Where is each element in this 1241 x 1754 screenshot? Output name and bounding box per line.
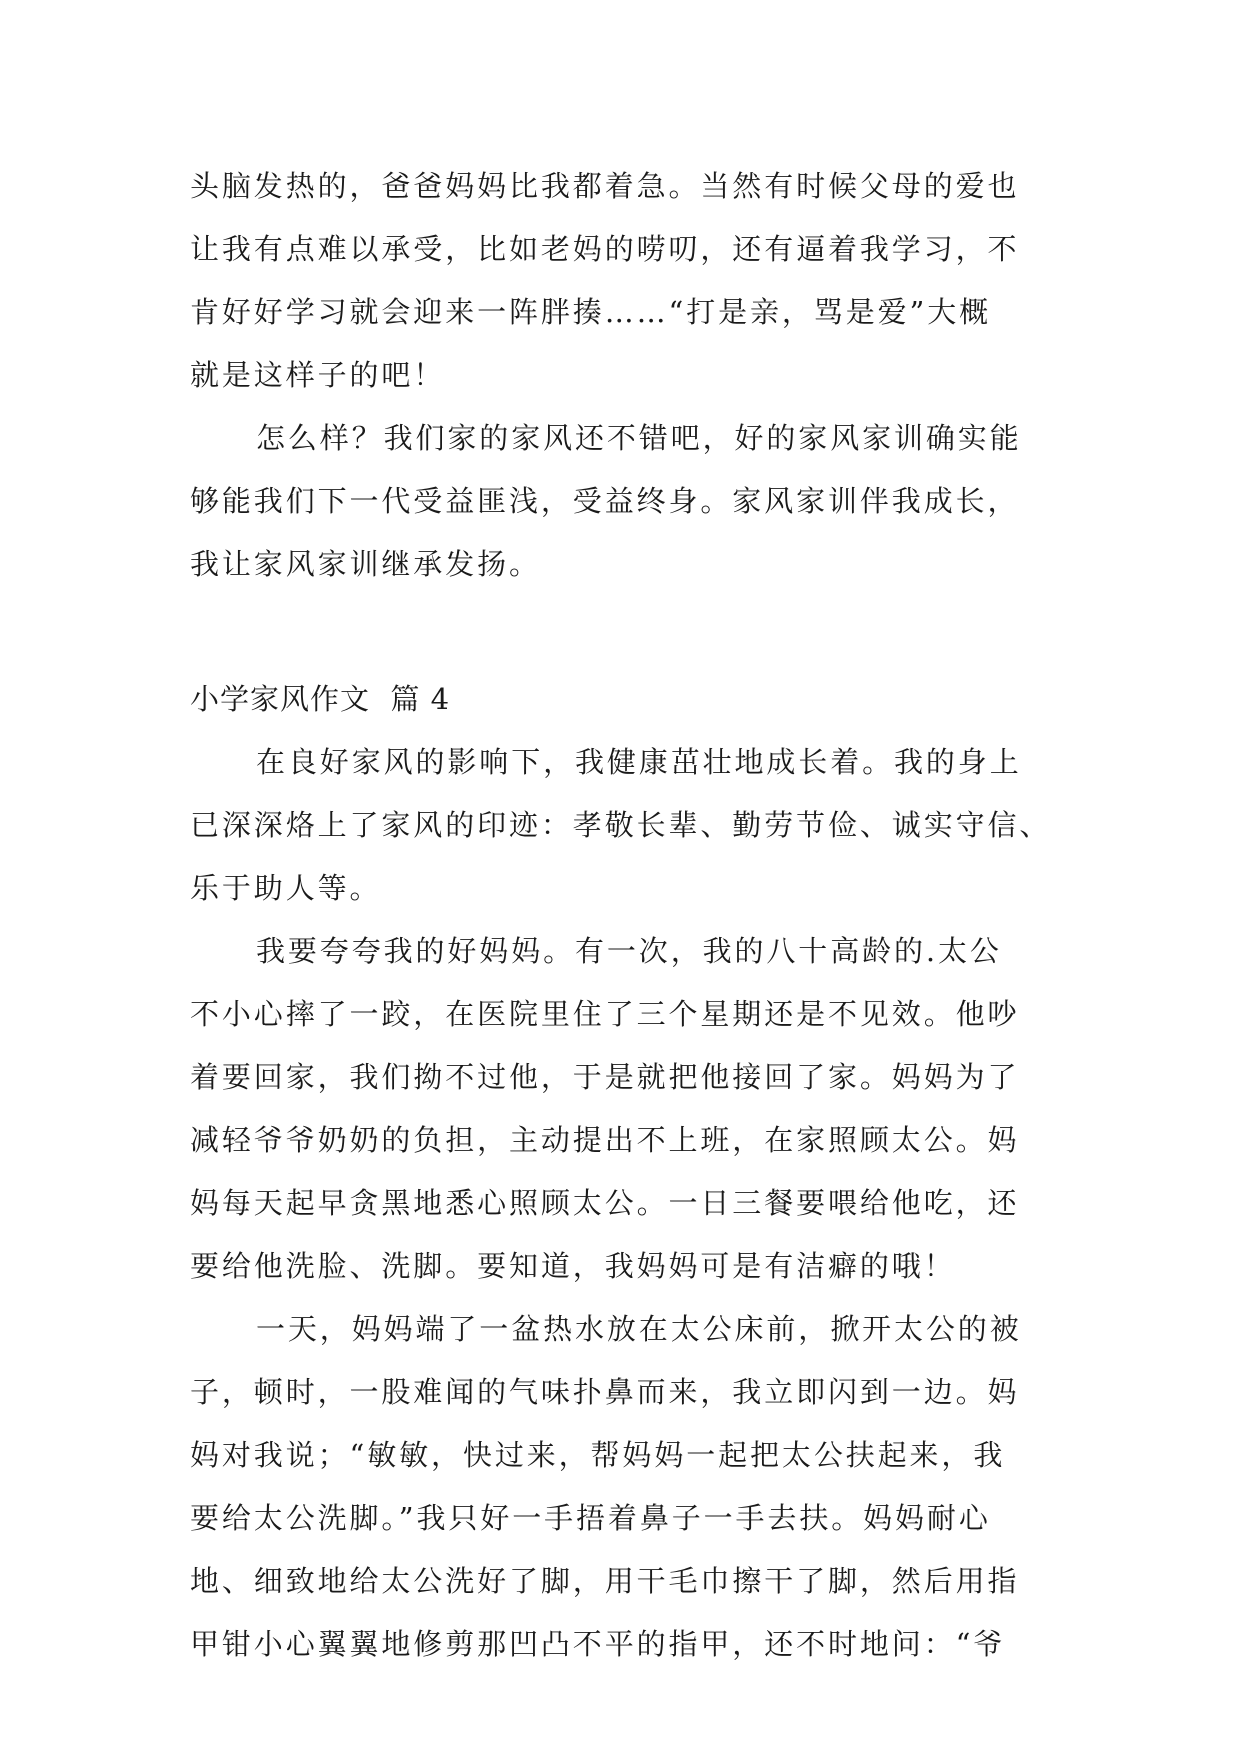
text-line: 要给太公洗脚。”我只好一手捂着鼻子一手去扶。妈妈耐心 (190, 1501, 991, 1535)
text-line: 乐于助人等。 (190, 871, 382, 905)
text-line: 着要回家，我们拗不过他，于是就把他接回了家。妈妈为了 (190, 1060, 1020, 1094)
text-line: 要给他洗脸、洗脚。要知道，我妈妈可是有洁癖的哦！ (190, 1249, 956, 1283)
text-line: 在良好家风的影响下，我健康茁壮地成长着。我的身上 (256, 745, 1022, 779)
paragraph-4 (190, 920, 1060, 1298)
text-line: 甲钳小心翼翼地修剪那凹凸不平的指甲，还不时地问：“爷 (190, 1627, 1006, 1661)
paragraph-5 (190, 1298, 1060, 1676)
text-line: 肯好好学习就会迎来一阵胖揍……“打是亲，骂是爱”大概 (190, 295, 992, 329)
text-line: 我让家风家训继承发扬。 (190, 547, 541, 581)
document-page (190, 155, 1060, 1676)
section-heading: 小学家风作文 篇 4 (190, 682, 451, 716)
text-line: 不小心摔了一跤，在医院里住了三个星期还是不见效。他吵 (190, 997, 1020, 1031)
text-line: 妈每天起早贪黑地悉心照顾太公。一日三餐要喂给他吃，还 (190, 1186, 1020, 1220)
text-line: 怎么样？我们家的家风还不错吧，好的家风家训确实能 (256, 421, 1022, 455)
text-line: 减轻爷爷奶奶的负担，主动提出不上班，在家照顾太公。妈 (190, 1123, 1020, 1157)
text-line: 就是这样子的吧！ (190, 358, 446, 392)
paragraph-1 (190, 155, 1060, 407)
text-line: 地、细致地给太公洗好了脚，用干毛巾擦干了脚，然后用指 (190, 1564, 1020, 1598)
text-line: 我要夸夸我的好妈妈。有一次，我的八十高龄的.太公 (256, 934, 1002, 968)
text-line: 已深深烙上了家风的印迹：孝敬长辈、勤劳节俭、诚实守信、 (190, 808, 1052, 842)
paragraph-2 (190, 407, 1060, 596)
section-gap (190, 596, 1060, 668)
text-line: 妈对我说；“敏敏，快过来，帮妈妈一起把太公扶起来，我 (190, 1438, 1006, 1472)
text-line: 头脑发热的，爸爸妈妈比我都着急。当然有时候父母的爱也 (190, 169, 1020, 203)
text-line: 够能我们下一代受益匪浅，受益终身。家风家训伴我成长， (190, 484, 1020, 518)
text-line: 一天，妈妈端了一盆热水放在太公床前，掀开太公的被 (256, 1312, 1022, 1346)
paragraph-3 (190, 731, 1060, 920)
text-line: 子，顿时，一股难闻的气味扑鼻而来，我立即闪到一边。妈 (190, 1375, 1020, 1409)
text-line: 让我有点难以承受，比如老妈的唠叨，还有逼着我学习，不 (190, 232, 1020, 266)
